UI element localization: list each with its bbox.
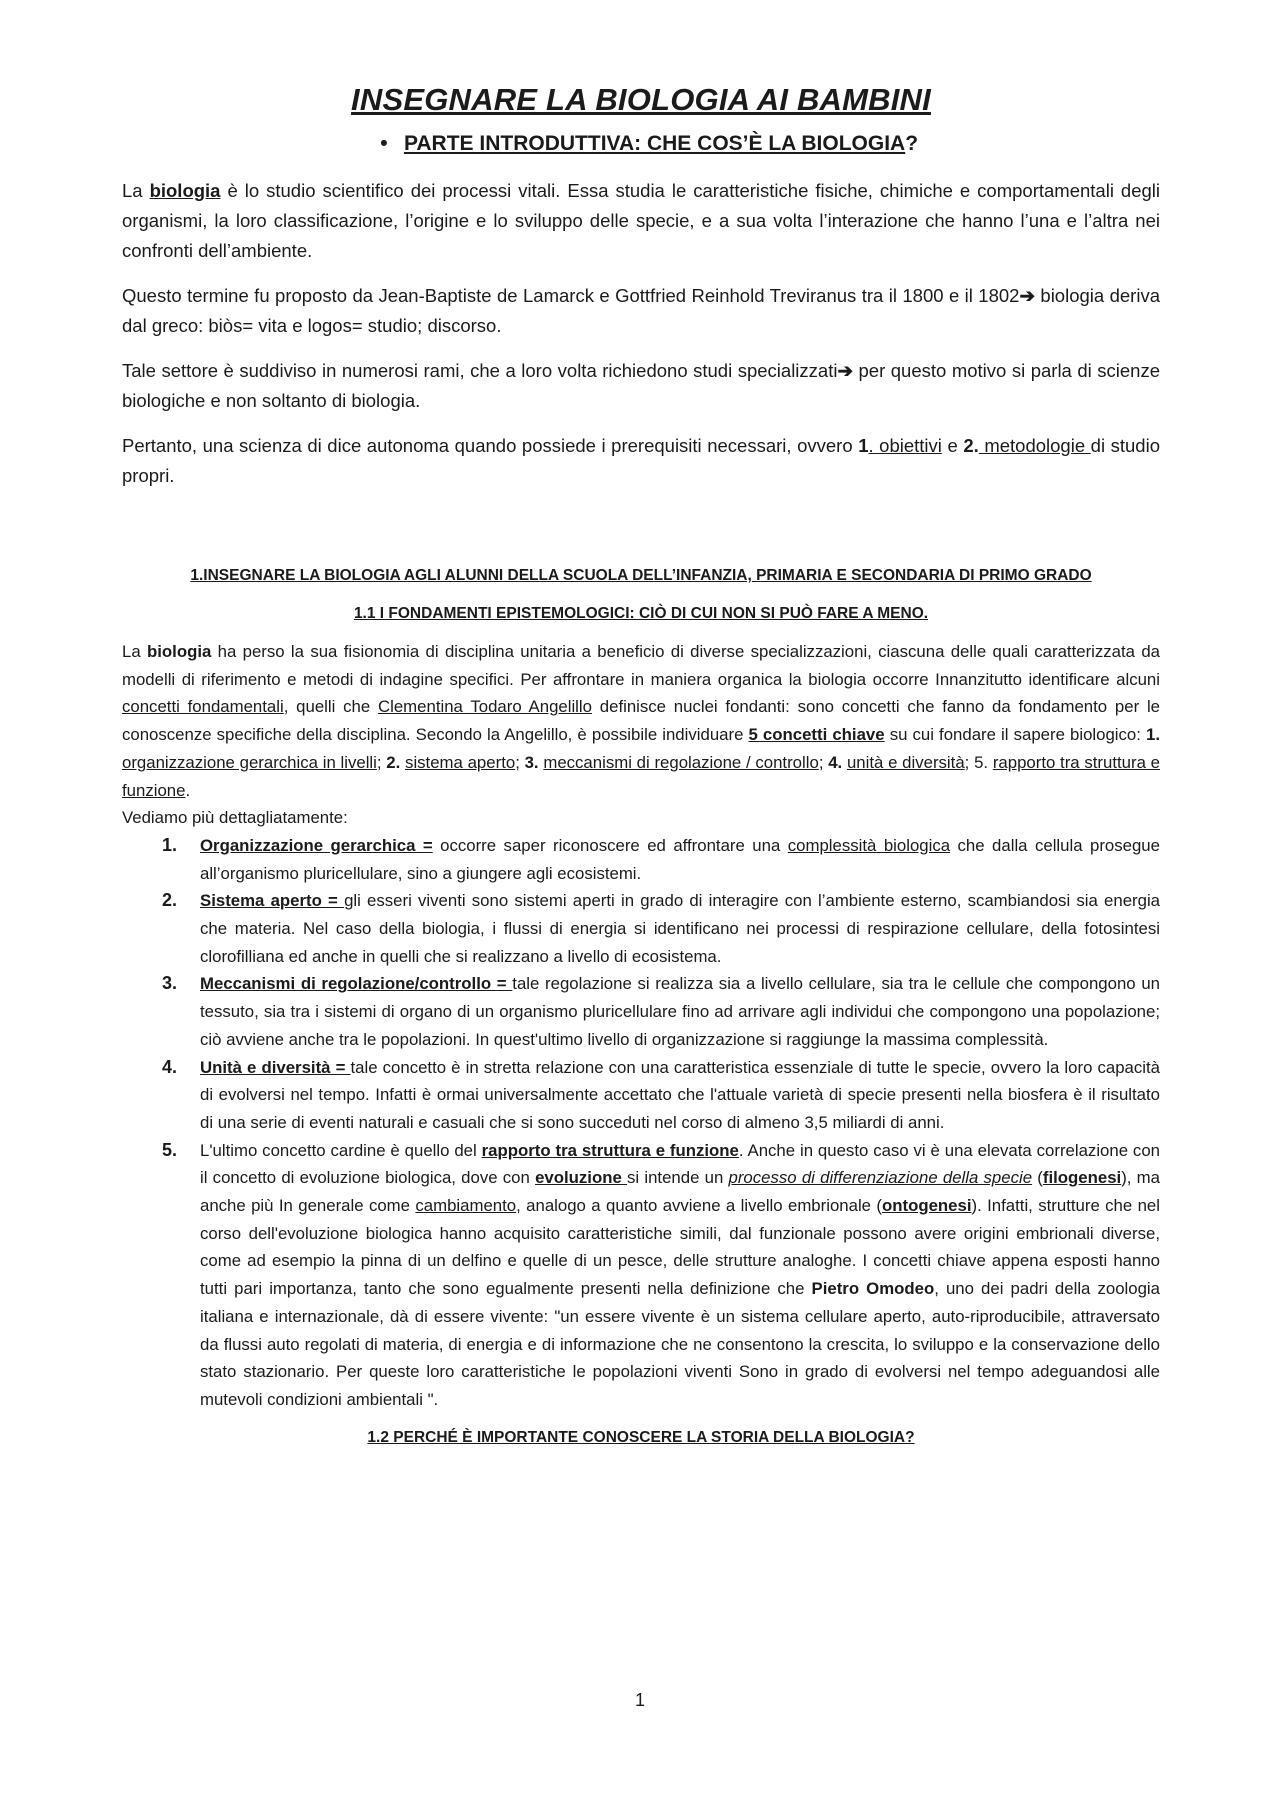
text-run: Tale settore è suddiviso in numerosi rami, che a loro volta richiedono studi specializzati [122, 360, 838, 381]
author-omodeo: Pietro Omodeo [811, 1279, 935, 1299]
text-run: ( [1032, 1168, 1043, 1188]
intro-heading-qmark: ? [905, 132, 919, 155]
term-complessita: complessità biologica [787, 835, 951, 855]
text-run: La [122, 180, 150, 201]
number-2: 2. [386, 752, 401, 772]
text-run: ), ma anche più In generale come [200, 1168, 1160, 1216]
list-item [162, 887, 1161, 970]
list-number: 2. [162, 890, 178, 911]
intro-paragraph-1 [122, 176, 1160, 266]
intro-heading-text: PARTE INTRODUTTIVA: CHE COS’È LA BIOLOGIA [403, 132, 906, 155]
text-run: che dalla cellula prosegue all’organismo pluricellulare, sino a giungere agli ecosistemi. [200, 835, 1160, 883]
text-run: ; 5. [964, 752, 993, 772]
text-run: tale regolazione si realizza sia a livello cellulare, sia tra le cellule che compongono un tessuto, sia tra i sistemi di organo di un organismo pluricellulare fino ad arrivare agli individui che compongono una popolazione; ciò avviene anche tra le popolazioni. In quest'ultimo livello di organizzazione si raggiunge la massima complessità. [200, 974, 1160, 1049]
list-item-label: Sistema aperto = [200, 891, 345, 911]
number-4: 4. [828, 752, 843, 772]
text-run: e [941, 435, 964, 456]
page-number: 1 [634, 1690, 645, 1710]
term-rapporto: rapporto tra struttura e funzione [122, 752, 1161, 800]
intro-heading [122, 132, 1160, 156]
text-run: gli esseri viventi sono sistemi aperti in grado di interagire con l’ambiente esterno, scambiandosi sia energia che materia. Nel caso della biologia, i flussi di energia si identificano nei processi di respirazione cellulare, della fotosintesi clorofilliana ed anche in quelli che si realizzano a livello di ecosistema. [200, 891, 1161, 966]
text-run: è lo studio scientifico dei processi vitali. Essa studia le caratteristiche fisiche, chimiche e comportamentali degli organismi, la loro classificazione, l’origine e lo sviluppo delle specie, e a sua volta l’interazione che hanno l’una e l’altra nei confronti dell’ambiente. [122, 180, 1160, 261]
number-2: 2. [963, 435, 979, 456]
list-item [162, 970, 1160, 1053]
list-item [162, 1054, 1160, 1137]
term-concetti-fondamentali: concetti fondamentali [122, 697, 284, 717]
text-run: per questo motivo si parla di scienze biologiche e non soltanto di biologia. [122, 360, 1161, 411]
text-run: L'ultimo concetto cardine è quello del [200, 1140, 482, 1160]
page-content [122, 82, 1160, 1462]
text-run: Pertanto, una scienza di dice autonoma quando possiede i prerequisiti necessari, ovvero [122, 435, 859, 456]
text-run: su cui fondare il sapere biologico: [884, 725, 1146, 745]
text-run: Vediamo più dettagliatamente: [122, 808, 348, 828]
term-evoluzione: evoluzione [535, 1168, 628, 1188]
term-biologia: biologia [149, 180, 221, 201]
text-run: ; [818, 752, 829, 772]
text-run: si intende un [627, 1168, 729, 1188]
term-cambiamento: cambiamento [415, 1196, 517, 1216]
list-number: 5. [162, 1139, 178, 1160]
term-sistema-aperto: sistema aperto [405, 752, 516, 772]
list-number: 1. [162, 834, 178, 855]
list-item-label: Unità e diversità = [200, 1057, 351, 1077]
document-title: INSEGNARE LA BIOLOGIA AI BAMBINI [351, 82, 931, 117]
list-item-label: Meccanismi di regolazione/controllo = [200, 974, 513, 994]
intro-paragraph-4 [122, 431, 1160, 491]
list-number: 4. [162, 1056, 178, 1077]
term-biologia: biologia [147, 642, 212, 661]
text-run: . Anche in questo caso vi è una elevata correlazione con il concetto di evoluzione biologica, dove con [200, 1140, 1160, 1188]
list-item [162, 1137, 1160, 1414]
term-differenziazione: processo di differenziazione della specie [728, 1168, 1033, 1188]
text-run: , analogo a quanto avviene a livello embrionale ( [516, 1196, 882, 1216]
list-item [162, 832, 1160, 887]
term-rapporto: rapporto tra struttura e funzione [481, 1140, 739, 1160]
text-run: , quelli che [283, 697, 378, 717]
number-1: 1. [1146, 725, 1160, 745]
concepts-list [122, 832, 1160, 1414]
spacer [122, 506, 1160, 562]
text-run: occorre saper riconoscere ed affrontare una [432, 835, 788, 855]
text-run: , uno dei padri della zoologia italiana e internazionale, dà di essere vivente: "un essere vivente è un sistema cellulare aperto, auto-riproducibile, attraversato da flussi auto regolati di materia, di energia e di informazione che ne consentono la crescita, lo sviluppo e la conservazione dello stato stazionario. Per queste loro caratteristiche le popolazioni viventi Sono in grado di evolversi nel tempo adeguandosi alle mutevoli condizioni ambientali ". [200, 1279, 1160, 1409]
term-ontogenesi: ontogenesi [881, 1196, 972, 1216]
text-run: . [185, 780, 191, 800]
bullet-icon: • [380, 132, 388, 155]
section-1-1-heading: 1.1 I FONDAMENTI EPISTEMOLOGICI: CIÒ DI CUI NON SI PUÒ FARE A MENO. [353, 605, 929, 622]
list-number: 3. [162, 973, 178, 994]
term-obiettivi: . obiettivi [868, 435, 942, 456]
text-run: ; [515, 752, 525, 772]
text-run: di studio propri. [122, 435, 1160, 486]
term-meccanismi: meccanismi di regolazione / controllo [543, 752, 819, 772]
text-run: ). Infatti, strutture che nel corso dell'evoluzione biologica hanno acquisito caratteristiche simili, dal funzionale possono avere origini embrionali diverse, come ad esempio la pinna di un delfino e quelle di un pesce, delle strutture analoghe. I concetti chiave appena esposti hanno tutti pari importanza, tanto che sono egualmente presenti nella definizione che [200, 1196, 1160, 1299]
number-3: 3. [524, 752, 539, 772]
term-organizzazione: organizzazione gerarchica in livelli [122, 752, 377, 772]
text-run: ; [376, 752, 387, 772]
arrow-icon: ➔ [837, 360, 853, 381]
author-angelillo: Clementina Todaro Angelillo [378, 697, 592, 717]
list-item-label: Organizzazione gerarchica = [200, 835, 433, 855]
section-1-1-paragraph [122, 638, 1160, 832]
section-1-heading: 1.INSEGNARE LA BIOLOGIA AGLI ALUNNI DELLA SCUOLA DELL’INFANZIA, PRIMARIA E SECONDARIA DI PRIMO GRADO [190, 567, 1092, 584]
term-5-concetti-chiave: 5 concetti chiave [748, 725, 885, 745]
section-1-2-heading: 1.2 PERCHÉ È IMPORTANTE CONOSCERE LA STORIA DELLA BIOLOGIA? [367, 1428, 915, 1446]
term-filogenesi: filogenesi [1042, 1168, 1122, 1188]
text-run: Questo termine fu proposto da Jean-Baptiste de Lamarck e Gottfried Reinhold Treviranus tra il 1800 e il 1802 [122, 285, 1020, 306]
term-unita-diversita: unità e diversità [846, 752, 965, 772]
text-run: definisce nuclei fondanti: sono concetti che fanno da fondamento per le conoscenze specifiche della disciplina. Secondo la Angelillo, è possibile individuare [122, 697, 1161, 745]
arrow-icon: ➔ [1019, 285, 1035, 306]
text-run: La [122, 642, 147, 661]
term-metodologie: metodologie [978, 435, 1091, 456]
intro-paragraph-3 [122, 356, 1160, 416]
number-1: 1 [858, 435, 869, 456]
text-run: biologia deriva dal greco: biòs= vita e logos= studio; discorso. [122, 285, 1160, 336]
intro-paragraph-2 [122, 281, 1160, 341]
text-run: ha perso la sua fisionomia di disciplina unitaria a beneficio di diverse specializzazioni, ciascuna delle quali caratterizzata da modelli di riferimento e metodi di indagine specifici. Per affrontare in maniera organica la biologia occorre Innanzitutto identificare alcuni [122, 642, 1160, 689]
text-run: tale concetto è in stretta relazione con una caratteristica essenziale di tutte le specie, ovvero la loro capacità di evolversi nel tempo. Infatti è ormai universalmente accettato che l'attuale varietà di specie presenti nella biosfera è il risultato di una serie di eventi naturali e casuali che si sono succeduti nel corso di almeno 3,5 miliardi di anni. [200, 1057, 1160, 1132]
